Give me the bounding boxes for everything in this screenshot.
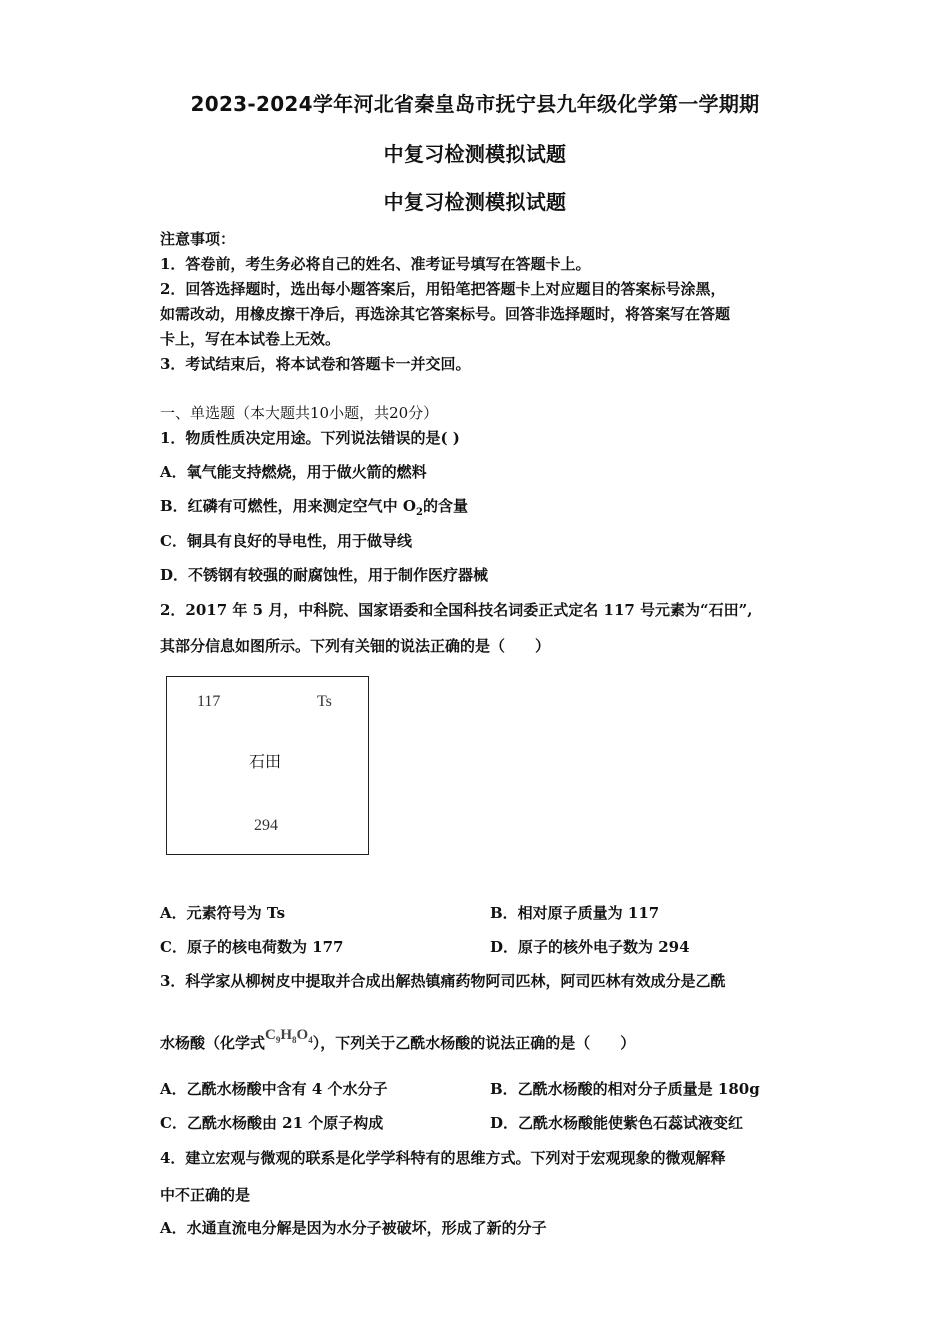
q1-option-b: B．红磷有可燃性，用来测定空气中 $O_2$的含量 [160, 497, 468, 518]
q2-option-d: D．原子的核外电子数为 294 [490, 938, 690, 956]
element-name: 石田 [249, 754, 282, 771]
q2-stem-line-2: 其部分信息如图所示。下列有关钿的说法正确的是（ ） [160, 637, 551, 655]
notice-heading: 注意事项： [160, 230, 236, 248]
q4-option-a: A．水通直流电分解是因为水分子被破坏，形成了新的分子 [160, 1219, 547, 1237]
element-symbol: Ts [317, 693, 332, 710]
section-heading: 一、单选题（本大题共10小题，共20分） [160, 404, 439, 422]
q3-option-b: B．乙酰水杨酸的相对分子质量是 180g [490, 1080, 760, 1098]
notice-item: 卡上，写在本试卷上无效。 [160, 330, 341, 348]
exam-title-line-1: 2023-2024学年河北省秦皇岛市抚宁县九年级化学第一学期期 [190, 92, 760, 116]
element-atomic-number: 117 [197, 693, 221, 710]
q2-option-c: C．原子的核电荷数为 177 [160, 938, 344, 956]
q4-stem-line-1: 4．建立宏观与微观的联系是化学学科特有的思维方式。下列对于宏观现象的微观解释 [160, 1149, 726, 1167]
q3-option-d: D．乙酰水杨酸能使紫色石蕊试液变红 [490, 1114, 744, 1132]
element-card [166, 676, 369, 855]
chemical-formula: $C_9H_8O_4$ [265, 1027, 313, 1045]
q2-stem-line-1: 2．2017 年 5 月，中科院、国家语委和全国科技名词委正式定名 117 号元素为“石田”, [160, 601, 753, 619]
q3-stem-line-1: 3．科学家从柳树皮中提取并合成出解热镇痛药物阿司匹林，阿司匹林有效成分是乙酰 [160, 972, 726, 990]
q1-option-a: A．氧气能支持燃烧，用于做火箭的燃料 [160, 463, 427, 481]
exam-title-line-3: 中复习检测模拟试题 [383, 190, 567, 214]
q3-option-c: C．乙酰水杨酸由 21 个原子构成 [160, 1114, 384, 1132]
q1-option-c: C．铜具有良好的导电性，用于做导线 [160, 532, 412, 550]
q3-option-a: A．乙酰水杨酸中含有 4 个水分子 [160, 1080, 388, 1098]
notice-item: 2．回答选择题时，选出每小题答案后，用铅笔把答题卡上对应题目的答案标号涂黑， [160, 280, 726, 298]
q4-stem-line-2: 中不正确的是 [160, 1186, 251, 1204]
q1-stem: 1．物质性质决定用途。下列说法错误的是( ) [160, 429, 460, 447]
q2-option-a: A．元素符号为 Ts [160, 904, 286, 922]
q1-option-d: D．不锈钢有较强的耐腐蚀性，用于制作医疗器械 [160, 566, 489, 584]
notice-item: 1．答卷前，考生务必将自己的姓名、准考证号填写在答题卡上。 [160, 255, 591, 273]
q3-stem-line-2: 水杨酸（化学式$C_9H_8O_4$），下列关于乙酰水杨酸的说法正确的是（ ） [160, 1027, 636, 1052]
exam-title-line-2: 中复习检测模拟试题 [383, 142, 567, 166]
notice-item: 3．考试结束后，将本试卷和答题卡一并交回。 [160, 355, 471, 373]
element-atomic-mass: 294 [254, 817, 278, 834]
q2-option-b: B．相对原子质量为 117 [490, 904, 660, 922]
notice-item: 如需改动，用橡皮擦干净后，再选涂其它答案标号。回答非选择题时，将答案写在答题 [160, 305, 731, 323]
